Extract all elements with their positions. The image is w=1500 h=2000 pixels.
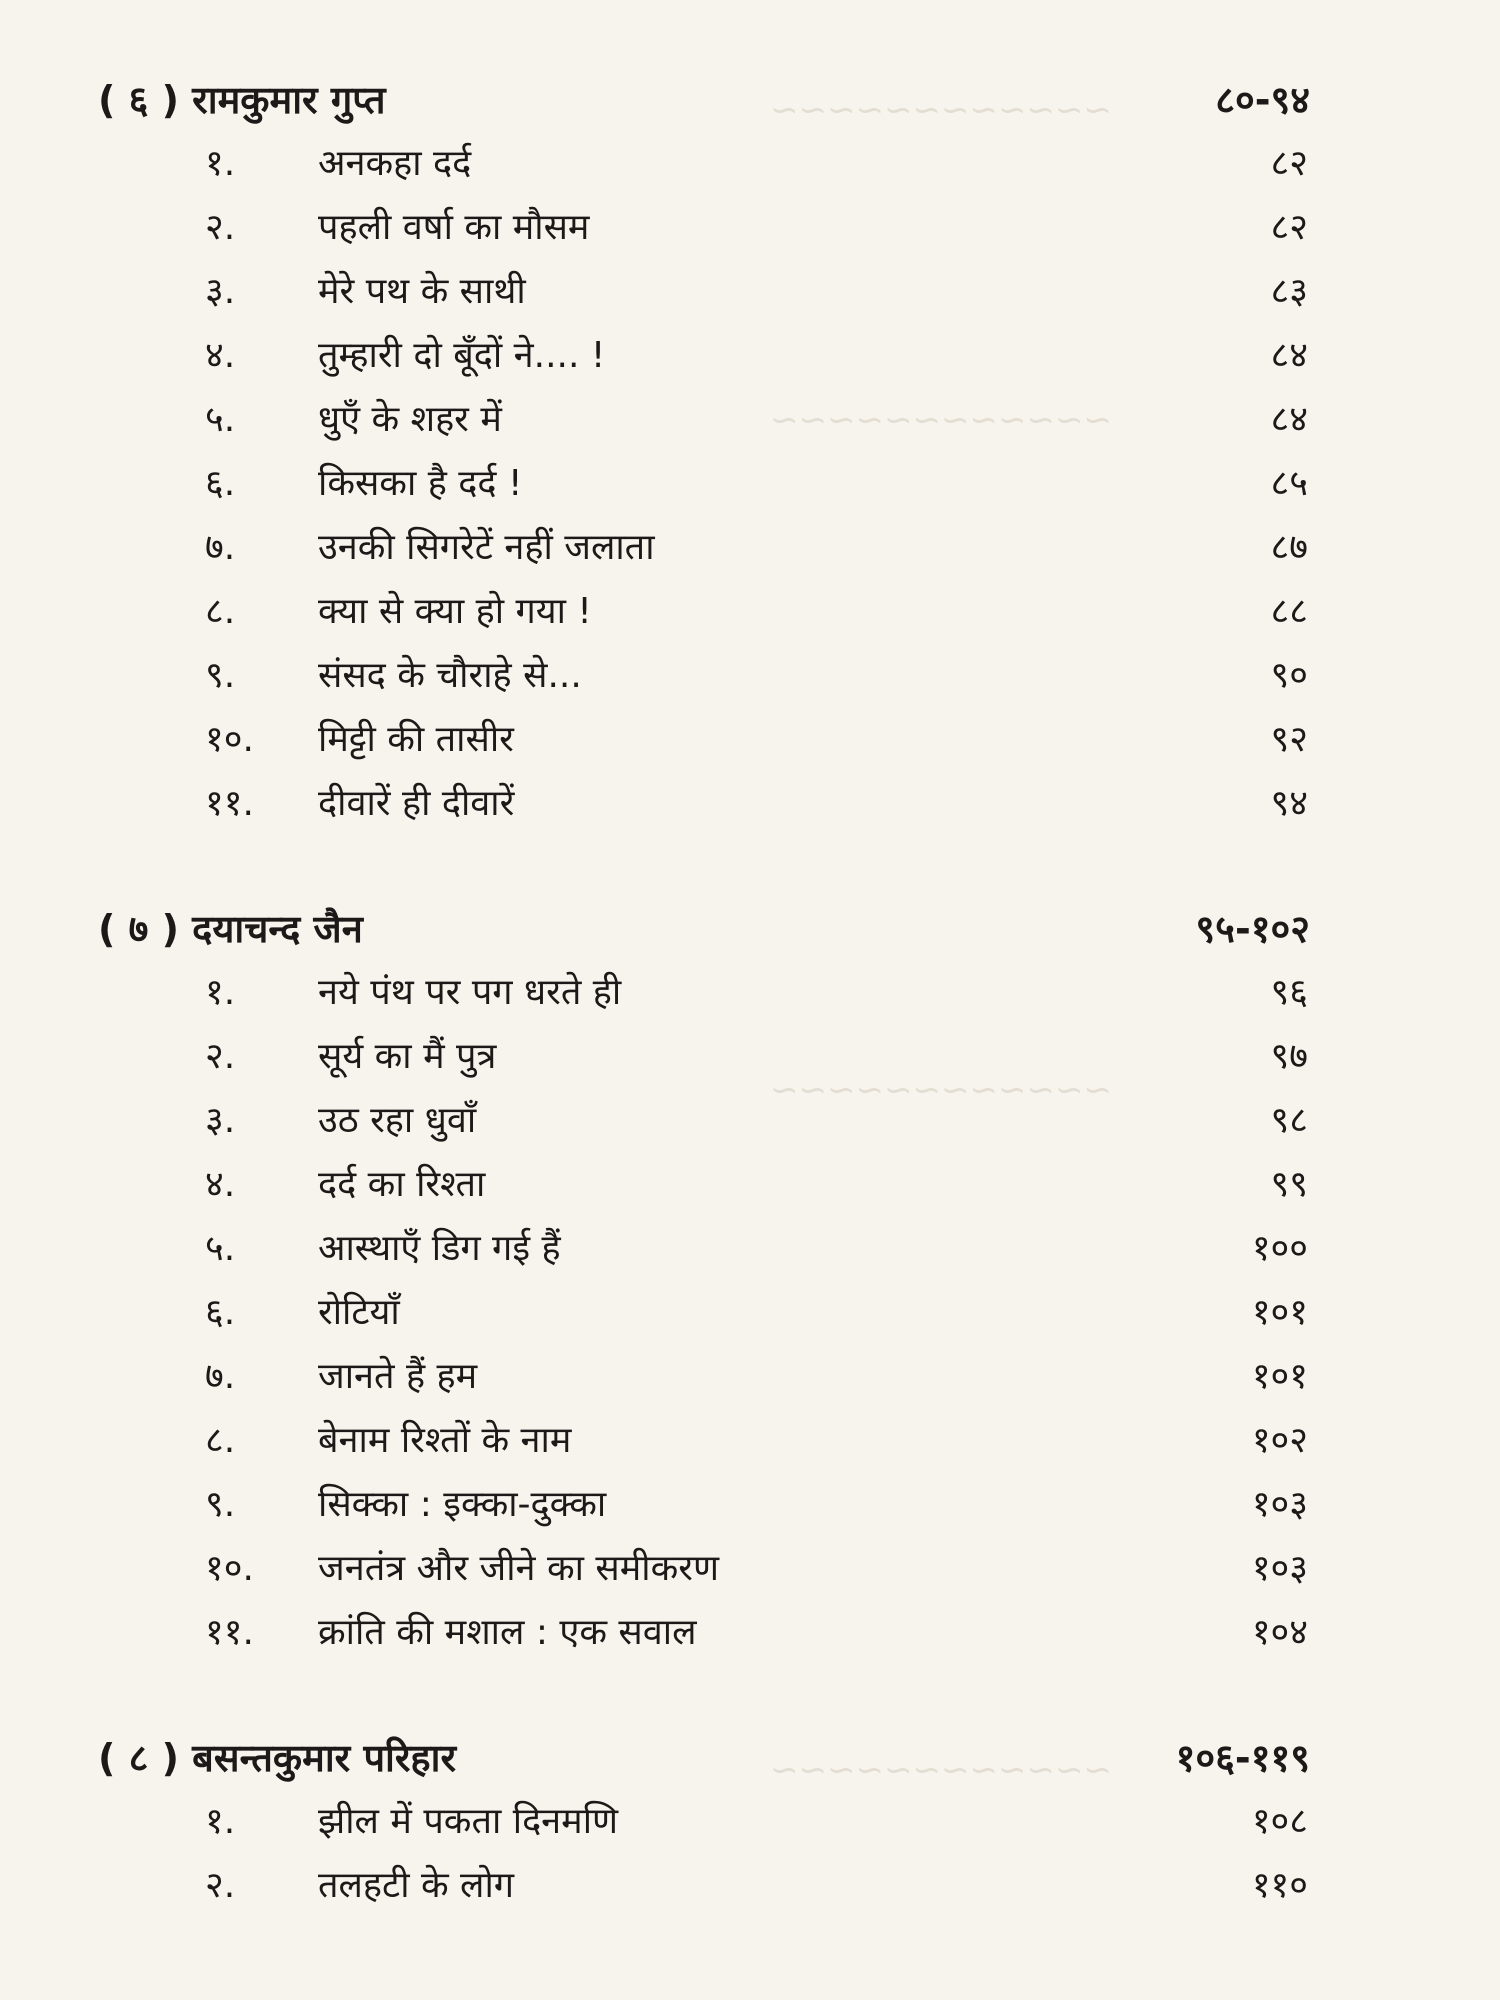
- section-page-range: ८०-९४: [1215, 78, 1310, 122]
- entry-title: दर्द का रिश्ता: [318, 1164, 486, 1205]
- toc-entry: [0, 644, 1500, 708]
- entry-number: ५.: [205, 1228, 236, 1269]
- section-title: ( ८ ) बसन्तकुमार परिहार: [98, 1736, 456, 1780]
- entry-number: १.: [205, 143, 236, 184]
- entry-title: मेरे पथ के साथी: [318, 271, 526, 312]
- entry-title: क्रांति की मशाल : एक सवाल: [318, 1612, 697, 1653]
- entry-title: रोटियाँ: [318, 1292, 400, 1333]
- entry-page: १०२: [1251, 1420, 1308, 1461]
- entry-page: १०४: [1251, 1612, 1308, 1653]
- toc-entry: [0, 1854, 1500, 1918]
- entry-number: १०.: [205, 1548, 254, 1589]
- entry-number: ५.: [205, 399, 236, 440]
- entry-title: संसद के चौराहे से...: [318, 655, 582, 696]
- entry-title: बेनाम रिश्तों के नाम: [318, 1420, 572, 1461]
- entry-page: ९४: [1270, 783, 1308, 824]
- entry-page: ९६: [1270, 972, 1308, 1013]
- toc-entry: [0, 196, 1500, 260]
- toc-entry: [0, 580, 1500, 644]
- entry-title: आस्थाएँ डिग गई हैं: [318, 1228, 561, 1269]
- entry-page: १०८: [1251, 1801, 1308, 1842]
- entry-title: सूर्य का मैं पुत्र: [318, 1036, 497, 1077]
- toc-entry: [0, 1281, 1500, 1345]
- entry-number: २.: [205, 1036, 236, 1077]
- entry-number: ६.: [205, 1292, 236, 1333]
- entry-number: ११.: [205, 783, 254, 824]
- toc-entry: [0, 961, 1500, 1025]
- toc-section: [0, 68, 1500, 836]
- entry-number: ११.: [205, 1612, 254, 1653]
- section-header: [0, 1726, 1500, 1790]
- toc-entry: [0, 1409, 1500, 1473]
- entry-title: दीवारें ही दीवारें: [318, 783, 515, 824]
- entry-page: ९२: [1270, 719, 1308, 760]
- toc-entry: [0, 1345, 1500, 1409]
- entry-title: नये पंथ पर पग धरते ही: [318, 972, 622, 1013]
- entry-number: २.: [205, 1865, 236, 1906]
- entry-page: १०१: [1251, 1356, 1308, 1397]
- entry-page: ८२: [1270, 143, 1308, 184]
- entry-number: १.: [205, 972, 236, 1013]
- toc-entry: [0, 260, 1500, 324]
- entry-title: उनकी सिगरेटें नहीं जलाता: [318, 527, 655, 568]
- toc-entry: [0, 708, 1500, 772]
- entry-title: अनकहा दर्द: [318, 143, 472, 184]
- section-header: [0, 68, 1500, 132]
- entry-page: ९८: [1270, 1100, 1308, 1141]
- entry-page: १०३: [1251, 1548, 1308, 1589]
- toc-entry: [0, 1790, 1500, 1854]
- entry-page: ८८: [1270, 591, 1308, 632]
- entry-number: १.: [205, 1801, 236, 1842]
- toc-entry: [0, 388, 1500, 452]
- entry-number: ६.: [205, 463, 236, 504]
- entry-page: ८४: [1270, 399, 1308, 440]
- entry-number: ७.: [205, 1356, 236, 1397]
- entry-title: किसका है दर्द !: [318, 463, 523, 504]
- entry-page: १०१: [1251, 1292, 1308, 1333]
- entry-number: ८.: [205, 1420, 236, 1461]
- toc-entry: [0, 1217, 1500, 1281]
- entry-page: ८५: [1270, 463, 1308, 504]
- section-page-range: १०६-११९: [1175, 1736, 1310, 1780]
- section-page-range: ९५-१०२: [1195, 907, 1310, 951]
- toc-entry: [0, 772, 1500, 836]
- entry-page: १००: [1251, 1228, 1308, 1269]
- entry-page: ११०: [1251, 1865, 1308, 1906]
- toc-page: ~~~~~~~~~~~~ ~~~~~~~~~~~~ ~~~~~~~~~~~~ ~~~~~~~~~~~~ ( ६ ) रामकुमार गुप्त ८०-९४ १. अनकहा दर्द ८२ २. पहली वर्षा का मौसम ८२ ३. मेरे पथ के साथी ८३ ४. तुम्हारी दो बूँदों ने.... ! ८४ ५. धुएँ के शहर में ८४ ६. किसका है दर्द ! ८५ ७. उनकी सिगरेटें नहीं जलाता ८७ ८. क्या से क्या हो गया ! ८८ ९. संसद के चौराहे से... ९० १०. मिट्टी की तासीर ९२ ११. दीवारें ही दीवारें ९४ ( ७ ) दयाचन्द जैन ९५-१०२ १. नये पंथ पर पग धरते ही ९६ २. सूर्य का मैं पुत्र ९७ ३. उठ रहा धुवाँ ९८ ४. दर्द का रिश्ता ९९ ५. आस्थाएँ डिग गई हैं १०० ६. रोटियाँ १०१ ७. जानते हैं हम १०१ ८. बेनाम रिश्तों के नाम १०२ ९. सिक्का : इक्का-दुक्का १०३ १०. जनतंत्र और जीने का समीकरण १०३ ११. क्रांति की मशाल : एक सवाल १०४ ( ८ ) बसन्तकुमार परिहार १०६-११९ १. झील में पकता दिनमणि १०८ २. तलहटी के लोग ११०: [0, 0, 1500, 2000]
- entry-title: धुएँ के शहर में: [318, 399, 502, 440]
- entry-page: १०३: [1251, 1484, 1308, 1525]
- toc-section: [0, 1726, 1500, 1918]
- entry-title: उठ रहा धुवाँ: [318, 1100, 477, 1141]
- entry-page: ८२: [1270, 207, 1308, 248]
- entry-number: ४.: [205, 335, 236, 376]
- section-title: ( ६ ) रामकुमार गुप्त: [98, 78, 386, 122]
- entry-title: तुम्हारी दो बूँदों ने.... !: [318, 335, 606, 376]
- section-title: ( ७ ) दयाचन्द जैन: [98, 907, 363, 951]
- entry-number: ७.: [205, 527, 236, 568]
- entry-title: सिक्का : इक्का-दुक्का: [318, 1484, 607, 1525]
- entry-title: जनतंत्र और जीने का समीकरण: [318, 1548, 719, 1589]
- entry-number: ९.: [205, 1484, 236, 1525]
- entry-number: ४.: [205, 1164, 236, 1205]
- entry-title: जानते हैं हम: [318, 1356, 478, 1397]
- entry-number: १०.: [205, 719, 254, 760]
- toc-entry: [0, 1601, 1500, 1665]
- entry-page: ८३: [1270, 271, 1308, 312]
- toc-entry: [0, 1153, 1500, 1217]
- toc-section: [0, 897, 1500, 1665]
- entry-title: मिट्टी की तासीर: [318, 719, 514, 760]
- toc-entry: [0, 1089, 1500, 1153]
- entry-number: ९.: [205, 655, 236, 696]
- entry-number: २.: [205, 207, 236, 248]
- entry-title: झील में पकता दिनमणि: [318, 1801, 619, 1842]
- toc-entry: [0, 516, 1500, 580]
- entry-title: क्या से क्या हो गया !: [318, 591, 592, 632]
- toc-entry: [0, 132, 1500, 196]
- toc-entry: [0, 324, 1500, 388]
- entry-page: ९९: [1270, 1164, 1308, 1205]
- toc-entry: [0, 1473, 1500, 1537]
- toc-entry: [0, 452, 1500, 516]
- entry-title: पहली वर्षा का मौसम: [318, 207, 590, 248]
- toc-entry: [0, 1537, 1500, 1601]
- entry-number: ३.: [205, 271, 236, 312]
- entry-title: तलहटी के लोग: [318, 1865, 515, 1906]
- entry-number: ३.: [205, 1100, 236, 1141]
- entry-page: ९७: [1270, 1036, 1308, 1077]
- entry-page: ८७: [1270, 527, 1308, 568]
- entry-number: ८.: [205, 591, 236, 632]
- entry-page: ८४: [1270, 335, 1308, 376]
- entry-page: ९०: [1270, 655, 1308, 696]
- toc-entry: [0, 1025, 1500, 1089]
- section-header: [0, 897, 1500, 961]
